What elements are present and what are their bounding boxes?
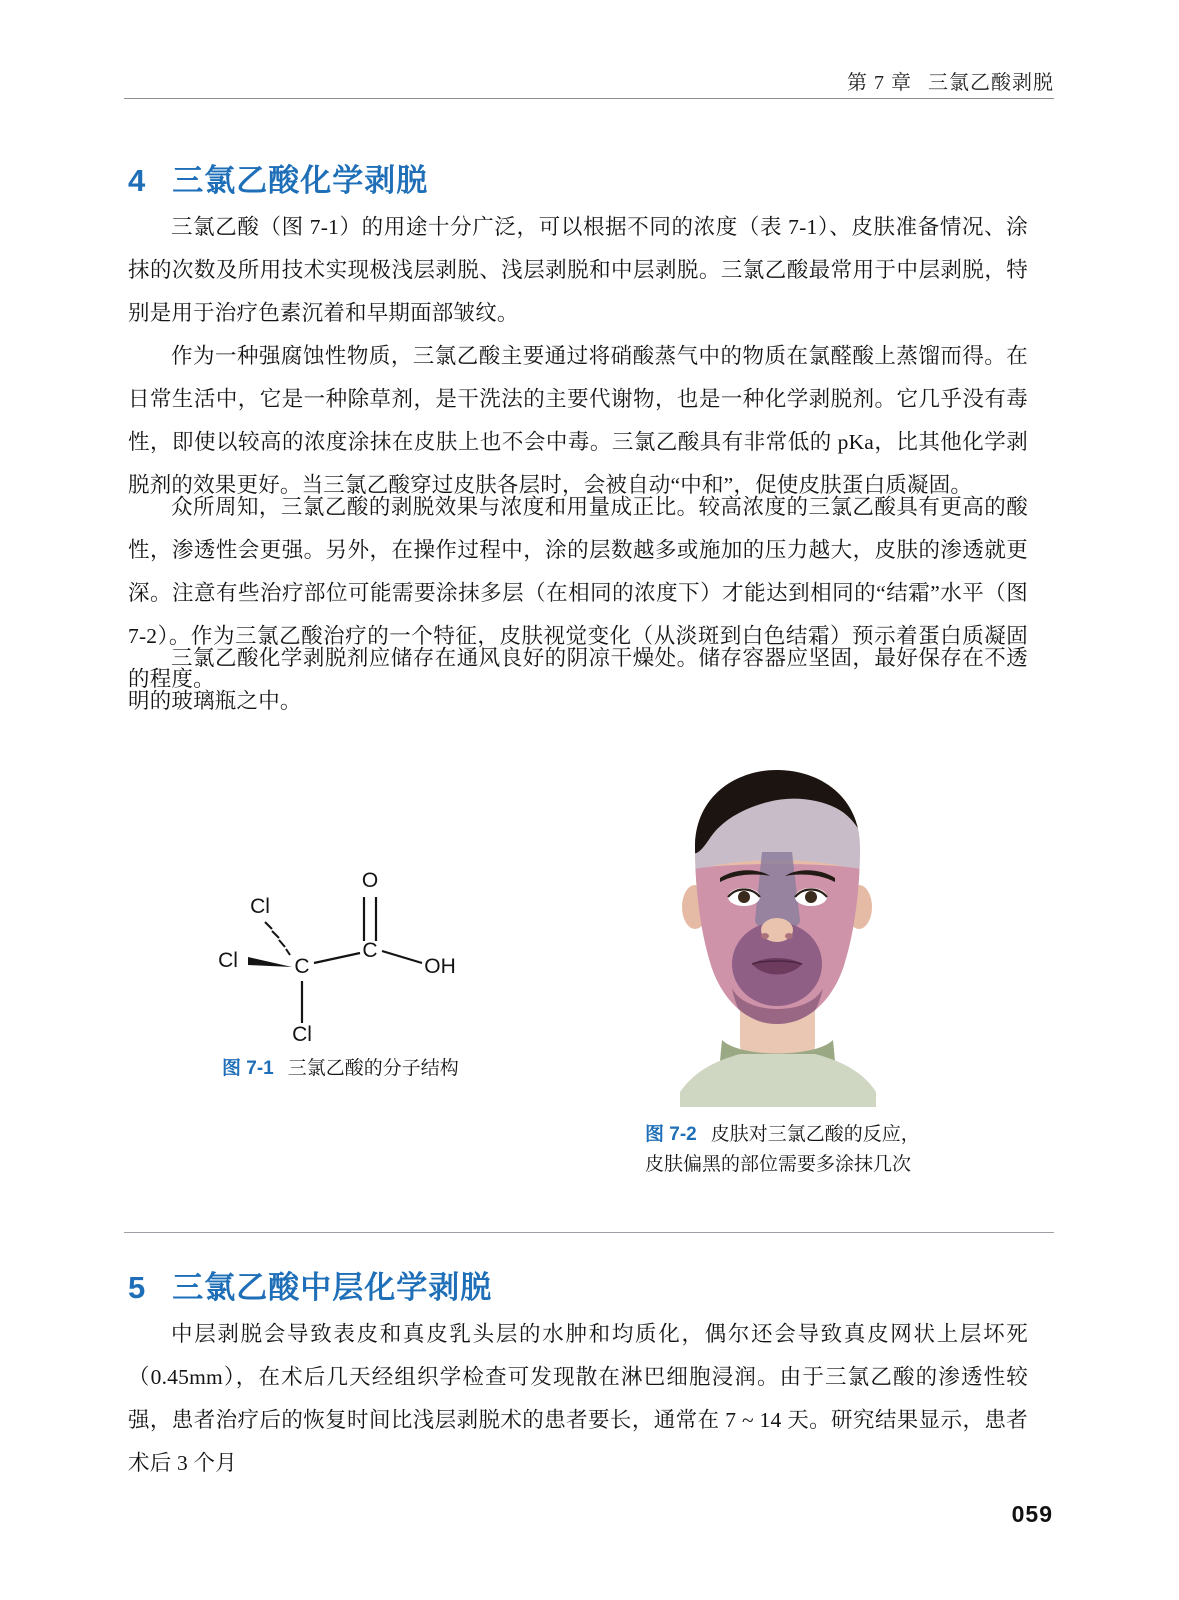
figure-7-1-label: 图 7-1 xyxy=(222,1058,274,1079)
paragraph-4-4: 三氯乙酸化学剥脱剂应储存在通风良好的阴凉干燥处。储存容器应坚固，最好保存在不透明的玻璃瓶之中。 xyxy=(128,646,1028,713)
atom-c-center: C xyxy=(294,955,310,978)
figure-7-1-text: 三氯乙酸的分子结构 xyxy=(287,1058,459,1079)
running-head-title: 三氯乙酸剥脱 xyxy=(928,72,1054,94)
section-number-5: 5 xyxy=(128,1270,147,1305)
nostril-left xyxy=(761,933,769,939)
section-title-4: 三氯乙酸化学剥脱 xyxy=(172,163,429,198)
running-head-chapter: 第 7 章 xyxy=(847,72,912,94)
figure-7-2-label: 图 7-2 xyxy=(645,1124,697,1145)
paragraph-4-1: 三氯乙酸（图 7-1）的用途十分广泛，可以根据不同的浓度（表 7-1）、皮肤准备情况、涂抹的次数及所用技术实现极浅层剥脱、浅层剥脱和中层剥脱。三氯乙酸最常用于中层剥脱，特别是用于治疗色素沉着和早期面部皱纹。 xyxy=(128,215,1028,325)
figure-7-1-caption xyxy=(222,1053,459,1080)
section-number-4: 4 xyxy=(128,163,147,198)
section-title-5: 三氯乙酸中层化学剥脱 xyxy=(172,1270,493,1305)
figure-7-2-face xyxy=(640,752,915,1102)
shoulders-shape xyxy=(680,1054,876,1107)
atom-cl-left: Cl xyxy=(218,949,238,972)
section-divider xyxy=(124,1232,1054,1233)
pupil-left xyxy=(738,891,750,903)
paragraph-4-2: 作为一种强腐蚀性物质，三氯乙酸主要通过将硝酸蒸气中的物质在氯醛酸上蒸馏而得。在日常生活中，它是一种除草剂，是干洗法的主要代谢物，也是一种化学剥脱剂。它几乎没有毒性，即使以较高的浓度涂抹在皮肤上也不会中毒。三氯乙酸具有非常低的 pKa，比其他化学剥脱剂的效果更好。当三氯乙酸穿过皮肤各层时，会被自动“中和”，促使皮肤蛋白质凝固。 xyxy=(128,344,1028,497)
atom-c-right: C xyxy=(362,939,378,962)
figure-7-1-molecule xyxy=(210,845,510,1045)
figure-7-2-caption xyxy=(645,1120,1045,1180)
section-heading-4 xyxy=(128,155,428,200)
pupil-right xyxy=(805,891,817,903)
running-head xyxy=(847,66,1054,95)
bond-hashed-cl xyxy=(265,922,290,955)
header-divider xyxy=(124,98,1054,99)
atom-cl-bottom: Cl xyxy=(292,1023,312,1045)
atom-o-top: O xyxy=(361,869,379,892)
paragraph-4-3: 众所周知，三氯乙酸的剥脱效果与浓度和用量成正比。较高浓度的三氯乙酸具有更高的酸性，渗透性会更强。另外，在操作过程中，涂的层数越多或施加的压力越大，皮肤的渗透就更深。注意有些治疗部位可能需要涂抹多层（在相同的浓度下）才能达到相同的“结霜”水平（图 7-2）。作为三氯乙酸治疗的一个特征，皮肤视觉变化（从淡斑到白色结霜）预示着蛋白质凝固的程度。 xyxy=(128,495,1028,691)
bond-wedge-cl xyxy=(248,957,292,967)
atom-oh: OH xyxy=(424,955,456,978)
paragraph-5-1: 中层剥脱会导致表皮和真皮乳头层的水肿和均质化，偶尔还会导致真皮网状上层坏死（0.45mm），在术后几天经组织学检查可发现散在淋巴细胞浸润。由于三氯乙酸的渗透性较强，患者治疗后的恢复时间比浅层剥脱术的患者要长，通常在 7 ~ 14 天。研究结果显示，患者术后 3 个月 xyxy=(128,1322,1028,1475)
figure-7-2-text-1: 皮肤对三氯乙酸的反应， xyxy=(710,1124,920,1145)
section-heading-5 xyxy=(128,1262,492,1307)
figure-7-2-text-2: 皮肤偏黑的部位需要多涂抹几次 xyxy=(645,1154,912,1175)
page-number: 059 xyxy=(1011,1501,1053,1527)
atom-cl-upper: Cl xyxy=(250,895,270,918)
nostril-right xyxy=(785,933,793,939)
